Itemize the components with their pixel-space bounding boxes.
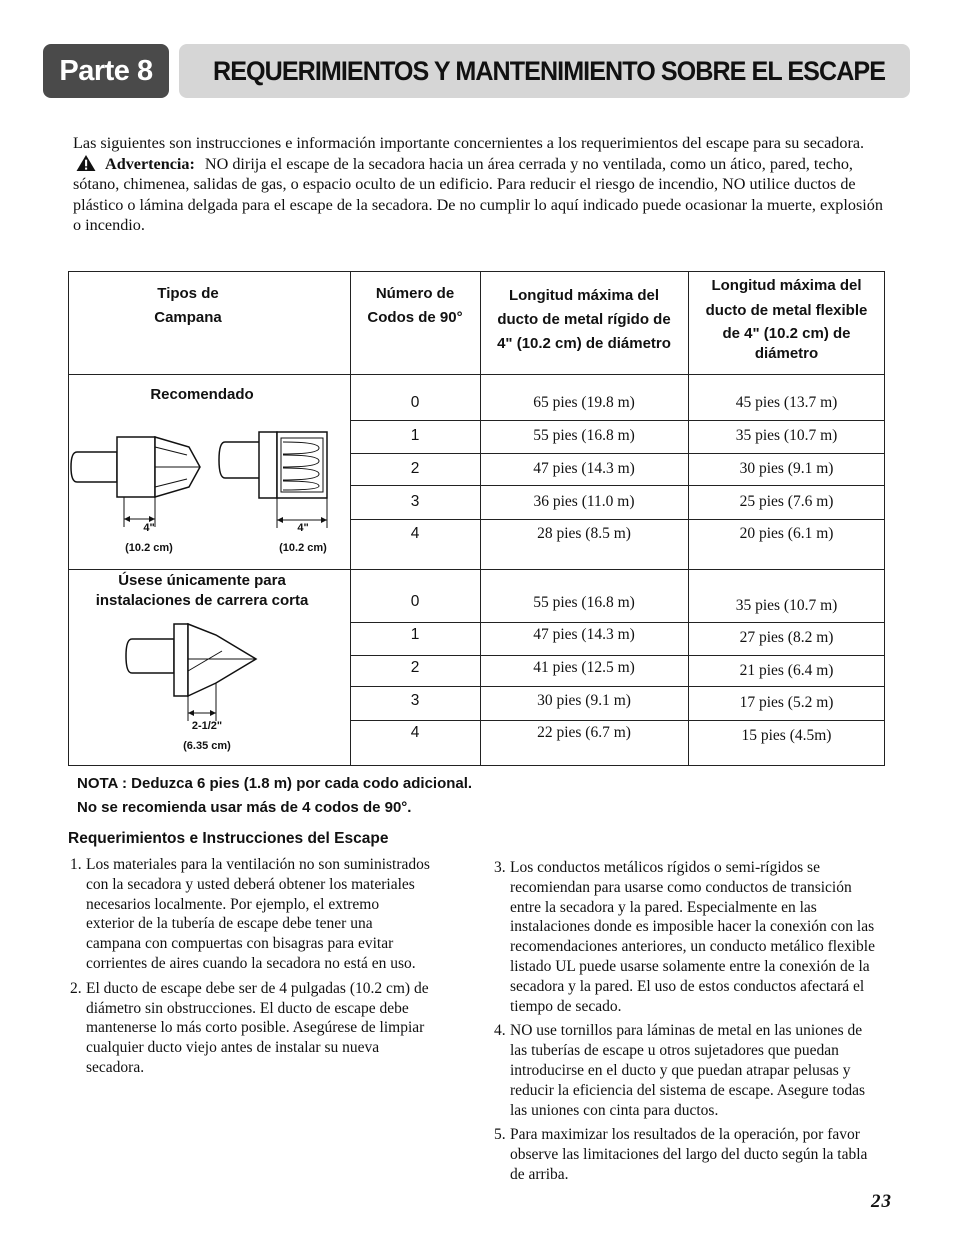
warning-icon [75, 154, 97, 172]
elbow-count: 0 [410, 394, 420, 411]
requirement-item [494, 1125, 880, 1184]
header-rigid-duct [480, 284, 688, 356]
item-number: 2. [70, 979, 82, 997]
page-number: 23 [871, 1191, 892, 1212]
elbow-count: 0 [410, 593, 420, 610]
flexible-length: 21 pies (6.4 m) [739, 662, 834, 679]
rigid-length: 65 pies (19.8 m) [533, 394, 635, 411]
dim-short-inches: 2-1/2" [191, 720, 223, 732]
flexible-length: 30 pies (9.1 m) [739, 460, 834, 477]
flexible-length: 20 pies (6.1 m) [739, 525, 834, 542]
item-number: 3. [494, 859, 506, 876]
header-text: diámetro [754, 345, 819, 362]
item-text: Los conductos metálicos rígidos o semi-rígidos se recomiendan para usarse como conductos de transición entre la secadora y la pared. Especialmente en las instalaciones donde es imposible hacer la conexión con las recomendaciones anteriores, un conducto metálico flexible listado UL puede usarse solamente entre la conexión de la secadora y la pared. El uso de estos conductos afectará el tiempo de secado. [510, 859, 875, 1015]
rigid-length: 47 pies (14.3 m) [533, 460, 635, 477]
warning-text: NO dirija el escape de la secadora hacia un área cerrada y no ventilada, como un ático, pared, techo, sótano, chimenea, salidas de gas, o espacio oculto de un edificio. Para reducir el riesgo de incendio, NO utilice ductos de plástico o lámina delgada para el escape de la secadora. De no cumplir lo aquí indicado puede ocasionar la muerte, explosión o incendio. [73, 154, 883, 235]
elbow-count: 2 [410, 659, 420, 676]
elbow-count: 4 [410, 724, 420, 741]
elbow-count: 3 [410, 692, 420, 709]
part-label: Parte 8 [43, 44, 169, 98]
header-elbows [350, 282, 480, 330]
elbow-count: 1 [410, 626, 420, 643]
item-text: NO use tornillos para láminas de metal en las uniones de las tuberías de escape u otros sujetadores que puedan introducirse en el ducto y que puedan atrapar pelusas y reducir la eficiencia del sistema de escape. Asegure todas las uniones con cinta para ductos. [510, 1022, 866, 1119]
header-text: Número de [375, 285, 455, 302]
elbow-count: 1 [410, 427, 420, 444]
header-text: 4" (10.2 cm) de diámetro [497, 335, 671, 352]
requirement-item [494, 858, 880, 1016]
page-title [179, 44, 910, 98]
requirement-item [494, 1021, 880, 1120]
exhaust-length-table [68, 271, 885, 766]
short-run-label [69, 571, 335, 611]
requirements-title: Requerimientos e Instrucciones del Escape [68, 830, 389, 847]
item-text: El ducto de escape debe ser de 4 pulgadas (10.2 cm) de diámetro sin obstrucciones. El ducto de escape debe mantenerse lo más corto posible. Asegúrese de limpiar cualquier ducto viejo antes de instalar su nueva secadora. [86, 979, 429, 1076]
rigid-length: 55 pies (16.8 m) [533, 427, 635, 444]
dim-left-cm: (10.2 cm) [125, 542, 173, 554]
warning-paragraph [73, 154, 885, 236]
header-hood-types [69, 282, 307, 330]
rigid-length: 22 pies (6.7 m) [537, 724, 631, 741]
requirements-left-column [70, 855, 430, 1083]
item-text: Para maximizar los resultados de la operación, por favor observe las limitaciones del largo del ducto según la tabla de arriba. [510, 1126, 868, 1183]
short-run-label-line: Úsese únicamente para [118, 572, 286, 589]
recommended-label: Recomendado [150, 386, 254, 403]
header-text: ducto de metal flexible [705, 302, 868, 319]
flexible-length: 25 pies (7.6 m) [739, 493, 834, 510]
warning-label: Advertencia: [105, 154, 195, 173]
dim-right-inches: 4" [297, 522, 309, 534]
table-notes [77, 772, 472, 820]
header-text: Longitud máxima del [711, 277, 862, 294]
rigid-length: 36 pies (11.0 m) [533, 493, 635, 510]
item-text: Los materiales para la ventilación no son suministrados con la secadora y usted deberá obtener los materiales necesarios localmente. Por ejemplo, el extremo exterior de la tubería de escape debe tener una campana con compuertas con bisagras para evitar corrientes de aires cuando la secadora no está en uso. [86, 856, 430, 972]
header-text: ducto de metal rígido de [497, 311, 671, 328]
item-number: 4. [494, 1022, 506, 1040]
flexible-length: 15 pies (4.5m) [741, 727, 832, 744]
flexible-length: 45 pies (13.7 m) [735, 394, 838, 411]
intro-paragraph: Las siguientes son instrucciones e información importante concernientes a los requerimientos del escape para su secadora. [73, 134, 865, 152]
angled-hood-illustration [124, 621, 264, 726]
intro-section [73, 133, 885, 236]
elbow-count: 4 [410, 525, 420, 542]
note-line: No se recomienda usar más de 4 codos de 90°. [77, 799, 412, 816]
header-text: Campana [154, 309, 222, 326]
flexible-length: 35 pies (10.7 m) [735, 427, 838, 444]
rigid-length: 28 pies (8.5 m) [537, 525, 631, 542]
short-run-label-line: instalaciones de carrera corta [95, 592, 309, 609]
elbow-count: 2 [410, 460, 420, 477]
item-number: 5. [494, 1126, 506, 1144]
requirement-item [70, 979, 430, 1078]
header-text: Codos de 90° [367, 309, 463, 326]
header-text: Longitud máxima del [508, 287, 659, 304]
rigid-length: 41 pies (12.5 m) [533, 659, 635, 676]
dim-right-cm: (10.2 cm) [279, 542, 327, 554]
dim-short-cm: (6.35 cm) [183, 740, 231, 752]
note-line: NOTA : Deduzca 6 pies (1.8 m) por cada codo adicional. [77, 775, 473, 792]
dim-left-inches: 4" [143, 522, 155, 534]
header-text: Tipos de [157, 285, 219, 302]
rigid-length: 47 pies (14.3 m) [533, 626, 635, 643]
rigid-length: 55 pies (16.8 m) [533, 594, 635, 611]
header-flexible-duct [688, 274, 885, 364]
item-number: 1. [70, 856, 82, 873]
elbow-count: 3 [410, 493, 420, 510]
flexible-length: 27 pies (8.2 m) [739, 629, 834, 646]
flexible-length: 35 pies (10.7 m) [735, 597, 838, 614]
page-title-text: REQUERIMIENTOS Y MANTENIMIENTO SOBRE EL ESCAPE [213, 55, 886, 86]
header-text: de 4" (10.2 cm) de [722, 325, 851, 342]
flexible-length: 17 pies (5.2 m) [739, 694, 834, 711]
requirements-right-column [494, 858, 880, 1190]
rigid-length: 30 pies (9.1 m) [537, 692, 631, 709]
requirement-item [70, 855, 430, 974]
